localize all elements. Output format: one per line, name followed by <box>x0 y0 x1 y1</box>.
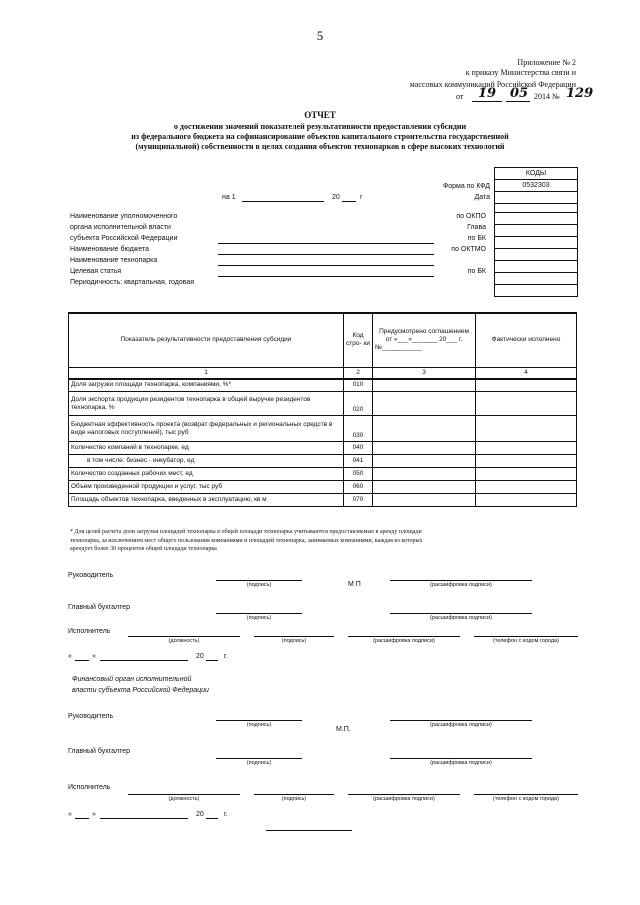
header-planned <box>373 313 476 367</box>
closing-divider <box>266 830 352 831</box>
sig2-mp: М.П. <box>336 726 351 733</box>
sig1-exec-podpis: (подпись) <box>281 638 307 644</box>
header-planned-1: Предусмотрено соглашением <box>379 328 469 336</box>
table-row <box>69 455 577 468</box>
sig2-date-g: г. <box>224 811 228 818</box>
sig1-date-q2: » <box>92 653 96 660</box>
col-num-4: 4 <box>476 367 577 379</box>
row-code: 070 <box>344 494 373 507</box>
sig1-head-podpis: (подпись) <box>246 582 272 588</box>
table-row <box>69 442 577 455</box>
footnote-1: * Для целей расчета доли загрузки площадей технопарка в общей площади технопарка учитываются предоставляемые в аренду площади <box>70 529 422 535</box>
form-kfd-code: 0532303 <box>495 180 578 192</box>
code-bk2-label: по БК <box>467 268 486 275</box>
sig1-exec-label: Исполнитель <box>68 628 111 635</box>
sig2-exec-label: Исполнитель <box>68 784 111 791</box>
row-actual[interactable] <box>476 468 577 481</box>
indicators-table <box>68 312 577 507</box>
target-line[interactable] <box>218 276 434 277</box>
page-number: 5 <box>316 28 324 43</box>
row-planned[interactable] <box>373 468 476 481</box>
sig2-head-rassh-line[interactable] <box>390 720 532 721</box>
row-label: Бюджетная эффективность проекта (возврат федеральных и региональных средств в виде налоговых поступлений), тыс руб <box>69 416 344 442</box>
sig1-exec-dolzh-line[interactable] <box>128 636 240 637</box>
sig1-exec-rassh-line[interactable] <box>348 636 460 637</box>
field-target: Целевая статья <box>70 268 122 275</box>
field-budget: Наименование бюджета <box>70 246 150 253</box>
row-actual[interactable] <box>476 442 577 455</box>
sig1-head-rassh: (расшифровка подписи) <box>430 582 492 588</box>
sig1-chief-podpis: (подпись) <box>246 615 272 621</box>
bk-code <box>495 237 578 249</box>
row-actual[interactable] <box>476 494 577 507</box>
sig1-chief-label: Главный бухгалтер <box>68 604 130 611</box>
report-subtitle-3: (муниципальной) собственности в целях создания объектов технопарков в сфере высоких технологий <box>135 142 505 151</box>
row-planned[interactable] <box>373 442 476 455</box>
order-number: 129 <box>566 86 594 101</box>
col-num-1: 1 <box>69 367 344 379</box>
sig2-head-podpis: (подпись) <box>246 722 272 728</box>
code-glava-label: Глава <box>467 224 486 231</box>
sig1-exec-phone-line[interactable] <box>474 636 578 637</box>
sig2-exec-phone-line[interactable] <box>474 794 578 795</box>
date-code <box>495 192 578 204</box>
footnote <box>70 528 580 554</box>
table-row <box>69 392 577 416</box>
table-row <box>69 416 577 442</box>
row-actual[interactable] <box>476 392 577 416</box>
sig1-date-g: г. <box>224 653 228 660</box>
sig1-head-rassh-line[interactable] <box>390 580 532 581</box>
row-actual[interactable] <box>476 416 577 442</box>
report-title: ОТЧЕТ <box>304 110 336 120</box>
sig1-date-month-line[interactable] <box>100 660 188 661</box>
date-day: 19 <box>478 86 497 101</box>
appendix-from: от <box>456 92 464 101</box>
field-technopark: Наименование технопарка <box>70 257 158 264</box>
sig1-date-q1: « <box>68 653 72 660</box>
row-planned[interactable] <box>373 494 476 507</box>
date-month-line <box>506 101 530 102</box>
fin-organ-1: Финансовый орган исполнительной <box>72 676 192 683</box>
year-20: 20 <box>332 194 340 201</box>
sig1-exec-dolzh: (должность) <box>168 638 200 644</box>
row-actual[interactable] <box>476 379 577 392</box>
sig2-head-rassh: (расшифровка подписи) <box>430 722 492 728</box>
year-g: г <box>360 194 363 201</box>
col-num-2: 2 <box>344 367 373 379</box>
sig2-chief-sign-line[interactable] <box>216 758 302 759</box>
sig2-chief-rassh: (расшифровка подписи) <box>430 760 492 766</box>
code-oktmo-label: по ОКТМО <box>451 246 486 253</box>
sig2-date-month-line[interactable] <box>100 818 188 819</box>
date-month: 05 <box>510 86 529 101</box>
year-line <box>342 201 356 202</box>
sig2-exec-phone: (телефон с кодом города) <box>493 796 559 802</box>
sig1-chief-sign-line[interactable] <box>216 613 302 614</box>
sig1-date-year-line[interactable] <box>206 660 218 661</box>
form-kfd-label: Форма по КФД <box>442 183 490 190</box>
sig1-head-label: Руководитель <box>68 572 114 579</box>
appendix-line3: массовых коммуникаций Российской Федерации <box>409 80 576 89</box>
sig2-exec-podpis: (подпись) <box>281 796 307 802</box>
row-code: 060 <box>344 481 373 494</box>
field-periodicity: Периодичность: квартальная, годовая <box>70 279 195 286</box>
row-planned[interactable] <box>373 455 476 468</box>
appendix-line1: Приложение № 2 <box>517 58 576 67</box>
row-label: Доля загрузки площади технопарка, компаниями, %* <box>69 379 344 392</box>
sig2-exec-dolzh: (должность) <box>168 796 200 802</box>
sig1-exec-rassh: (расшифровка подписи) <box>373 638 435 644</box>
row-planned[interactable] <box>373 379 476 392</box>
sig1-chief-rassh: (расшифровка подписи) <box>430 615 492 621</box>
field-organ-1: Наименование уполномоченного <box>70 213 178 220</box>
na-label: на 1 <box>222 194 236 201</box>
sig2-date-q2: » <box>92 811 96 818</box>
budget-line[interactable] <box>218 254 434 255</box>
sig2-exec-sign-line[interactable] <box>254 794 334 795</box>
date-label: Дата <box>474 194 490 201</box>
header-actual: Фактически исполнено <box>476 313 577 367</box>
date-day-line <box>472 101 502 102</box>
row-label: Объем произведенной продукции и услуг, тыс руб <box>69 481 344 494</box>
fin-organ-2: власти субъекта Российской Федерации <box>72 687 209 694</box>
sig2-exec-rassh: (расшифровка подписи) <box>373 796 435 802</box>
row-code: 010 <box>344 379 373 392</box>
row-code: 020 <box>344 392 373 416</box>
okpo-code <box>495 213 578 225</box>
sig1-mp: М П <box>348 581 361 588</box>
code-bk-label: по БК <box>467 235 486 242</box>
organ-line[interactable] <box>218 243 434 244</box>
row-code: 041 <box>344 455 373 468</box>
bk2-code <box>495 273 578 285</box>
row-planned[interactable] <box>373 392 476 416</box>
code-okpo-label: по ОКПО <box>456 213 486 220</box>
field-organ-3: субъекта Российской Федерации <box>70 235 178 242</box>
header-planned-2: от «___»_______ 20___ г. <box>385 336 463 344</box>
na-date-line <box>242 201 324 202</box>
sig1-chief-rassh-line[interactable] <box>390 613 532 614</box>
oktmo-code <box>495 249 578 261</box>
row-actual[interactable] <box>476 481 577 494</box>
codes-table <box>494 167 578 297</box>
footnote-3: арендует более 30 процентов общей площади технопарка <box>70 546 217 552</box>
row-label: Площадь объектов технопарка, введенных в эксплуатацию, кв м <box>69 494 344 507</box>
row-actual[interactable] <box>476 455 577 468</box>
sig2-head-label: Руководитель <box>68 713 114 720</box>
row-label: в том числе: бизнес - инкубатор, ед <box>69 455 344 468</box>
row-planned[interactable] <box>373 416 476 442</box>
report-subtitle-2: из федерального бюджета на софинансирование объектов капитального строительства государственной <box>131 132 509 141</box>
table-row <box>69 379 577 392</box>
row-label: Количество созданных рабочих мест, ед <box>69 468 344 481</box>
row-label: Количество компаний в технопарке, ед <box>69 442 344 455</box>
header-planned-3: №___________ <box>375 344 422 352</box>
codes-header: КОДЫ <box>495 168 578 180</box>
sig2-date-day-line[interactable] <box>75 818 89 819</box>
sig2-date-20: 20 <box>196 811 204 818</box>
row-code: 030 <box>344 416 373 442</box>
table-row <box>69 494 577 507</box>
technopark-line[interactable] <box>218 265 434 266</box>
sig2-date-year-line[interactable] <box>206 818 218 819</box>
sig1-head-sign-line[interactable] <box>216 580 302 581</box>
sig2-exec-dolzh-line[interactable] <box>128 794 240 795</box>
sig1-date-20: 20 <box>196 653 204 660</box>
sig2-head-sign-line[interactable] <box>216 720 302 721</box>
table-row <box>69 481 577 494</box>
table-row <box>69 468 577 481</box>
sig1-date-day-line[interactable] <box>75 660 89 661</box>
sig2-chief-podpis: (подпись) <box>246 760 272 766</box>
sig1-exec-phone: (телефон с кодом города) <box>493 638 559 644</box>
field-organ-2: органа исполнительной власти <box>70 224 171 231</box>
appendix-line2: к приказу Министерства связи и <box>465 68 576 77</box>
col-num-3: 3 <box>373 367 476 379</box>
header-indicator: Показатель результативности предоставления субсидии <box>69 313 344 367</box>
glava-code <box>495 225 578 237</box>
row-planned[interactable] <box>373 481 476 494</box>
sig2-exec-rassh-line[interactable] <box>348 794 460 795</box>
row-code: 040 <box>344 442 373 455</box>
sig1-exec-sign-line[interactable] <box>254 636 334 637</box>
sig2-chief-rassh-line[interactable] <box>390 758 532 759</box>
report-subtitle-1: о достижении значений показателей результативности предоставления субсидии <box>173 122 467 131</box>
header-code: Код стро- ки <box>344 313 373 367</box>
footnote-2: технопарка, за исключением мест общего пользования компаниями и площадей технопарка, занимаемых компаниями, каждая из которых <box>70 537 423 544</box>
sig2-date-q1: « <box>68 811 72 818</box>
row-label: Доля экспорта продукции резидентов технопарка в общей выручке резидентов технопарка, % <box>69 392 344 416</box>
date-year: 2014 № <box>534 92 560 101</box>
row-code: 050 <box>344 468 373 481</box>
sig2-chief-label: Главный бухгалтер <box>68 748 130 755</box>
